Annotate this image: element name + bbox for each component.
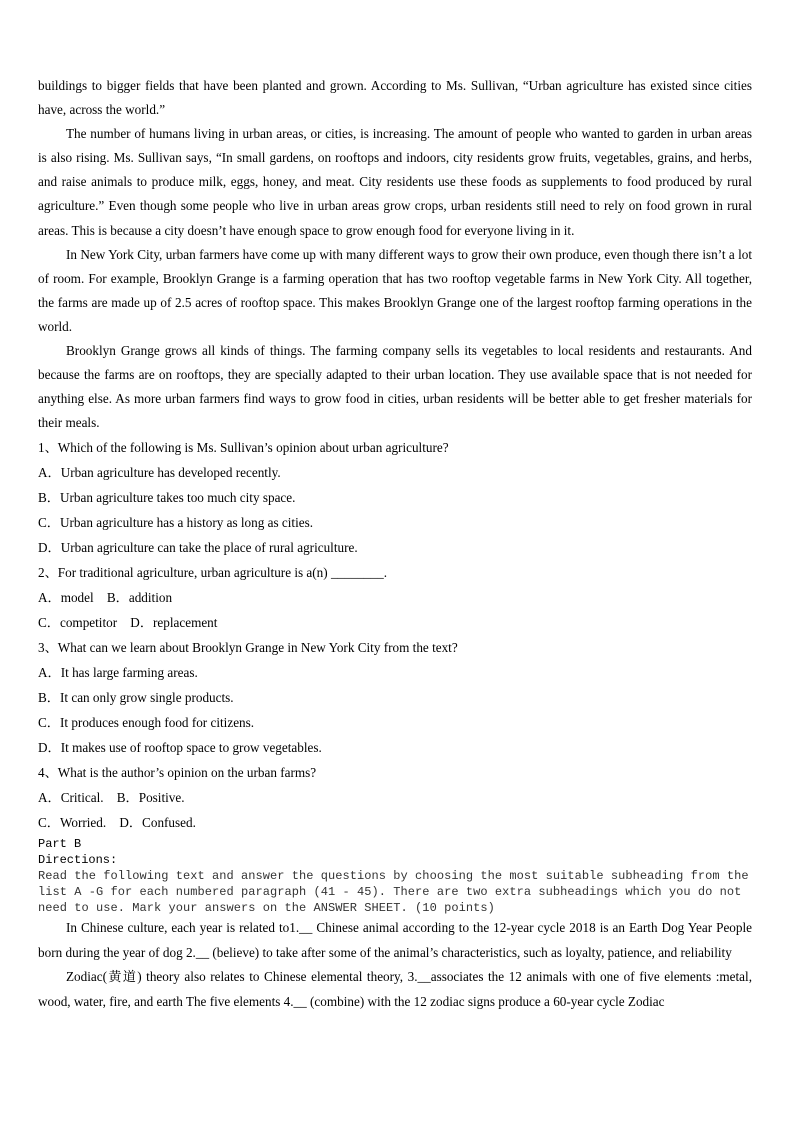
question-stem: 3、What can we learn about Brooklyn Grange in New York City from the text? xyxy=(38,640,458,656)
passage2-paragraph-2: Zodiac(黄道) theory also relates to Chinese elemental theory, 3.__associates the 12 animals with one of five elements :metal, wood, water, fire, and earth The five elements 4.__ (combine) with the 12 zodiac signs produce a 60-year cycle Zodiac xyxy=(38,969,752,1009)
part-b-title: Part B xyxy=(38,837,82,852)
option-b: B．It can only grow single products. xyxy=(38,690,234,706)
option-c: C．Urban agriculture has a history as long as cities. xyxy=(38,515,314,531)
question-stem: 4、What is the author’s opinion on the urban farms? xyxy=(38,765,317,781)
passage2-paragraph-1: In Chinese culture, each year is related to1.__ Chinese animal according to the 12-year cycle 2018 is an Earth Dog Year People born during the year of dog 2.__ (believe) to take after some of the animal’s characteristics, such as loyalty, patience, and reliability xyxy=(38,920,752,960)
directions-text: Read the following text and answer the questions by choosing the most suitable subheading from the list A -G for each numbered paragraph (41 - 45). There are two extra subheadings which you do not need to use. Mark your answers on the ANSWER SHEET. (10 points) xyxy=(38,869,749,916)
option-c: C．It produces enough food for citizens. xyxy=(38,715,255,731)
passage-paragraph-1: buildings to bigger fields that have been planted and grown. According to Ms. Sullivan, “Urban agriculture has existed since cities have, across the world.” xyxy=(38,78,752,118)
question-4 xyxy=(38,760,752,835)
option-b: B．Urban agriculture takes too much city space. xyxy=(38,490,296,506)
passage-paragraph-4: Brooklyn Grange grows all kinds of things. The farming company sells its vegetables to local residents and restaurants. And because the farms are on rooftops, they are specially adapted to their urban location. They use available space that is not needed for anything else. As more urban farmers find ways to grow food in cities, urban residents will be better able to get fresher materials for their meals. xyxy=(38,343,752,431)
options-cd: C．competitor D．replacement xyxy=(38,615,218,631)
question-stem: 1、Which of the following is Ms. Sullivan’s opinion about urban agriculture? xyxy=(38,440,449,456)
options-cd: C．Worried. D．Confused. xyxy=(38,815,196,831)
part-b-section xyxy=(38,836,752,916)
passage-paragraph-3: In New York City, urban farmers have come up with many different ways to grow their own produce, even though there isn’t a lot of room. For example, Brooklyn Grange is a farming operation that has two rooftop vegetable farms in New York City. All together, the farms are made up of 2.5 acres of rooftop space. This makes Brooklyn Grange one of the largest rooftop farming operations in the world. xyxy=(38,246,752,334)
document-page xyxy=(38,74,752,1014)
question-3 xyxy=(38,635,752,760)
passage-paragraph-2: The number of humans living in urban areas, or cities, is increasing. The amount of people who wanted to garden in urban areas is also rising. Ms. Sullivan says, “In small gardens, on rooftops and indoors, city residents grow fruits, vegetables, grains, and herbs, and raise animals to produce milk, eggs, honey, and meat. City residents use these foods as supplements to food produced by rural agriculture.” Even though some people who live in urban areas grow crops, urban residents still need to rely on food grown in rural areas. This is because a city doesn’t have enough space to grow enough food for everyone living in it. xyxy=(38,126,752,238)
option-d: D．Urban agriculture can take the place of rural agriculture. xyxy=(38,540,358,556)
question-stem: 2、For traditional agriculture, urban agriculture is a(n) ________. xyxy=(38,565,388,581)
option-d: D．It makes use of rooftop space to grow vegetables. xyxy=(38,740,322,756)
directions-label: Directions: xyxy=(38,853,118,868)
options-ab: A．Critical. B．Positive. xyxy=(38,790,185,806)
question-1 xyxy=(38,435,752,560)
option-a: A．Urban agriculture has developed recently. xyxy=(38,465,281,481)
question-2 xyxy=(38,560,752,635)
options-ab: A．model B．addition xyxy=(38,590,173,606)
option-a: A．It has large farming areas. xyxy=(38,665,198,681)
